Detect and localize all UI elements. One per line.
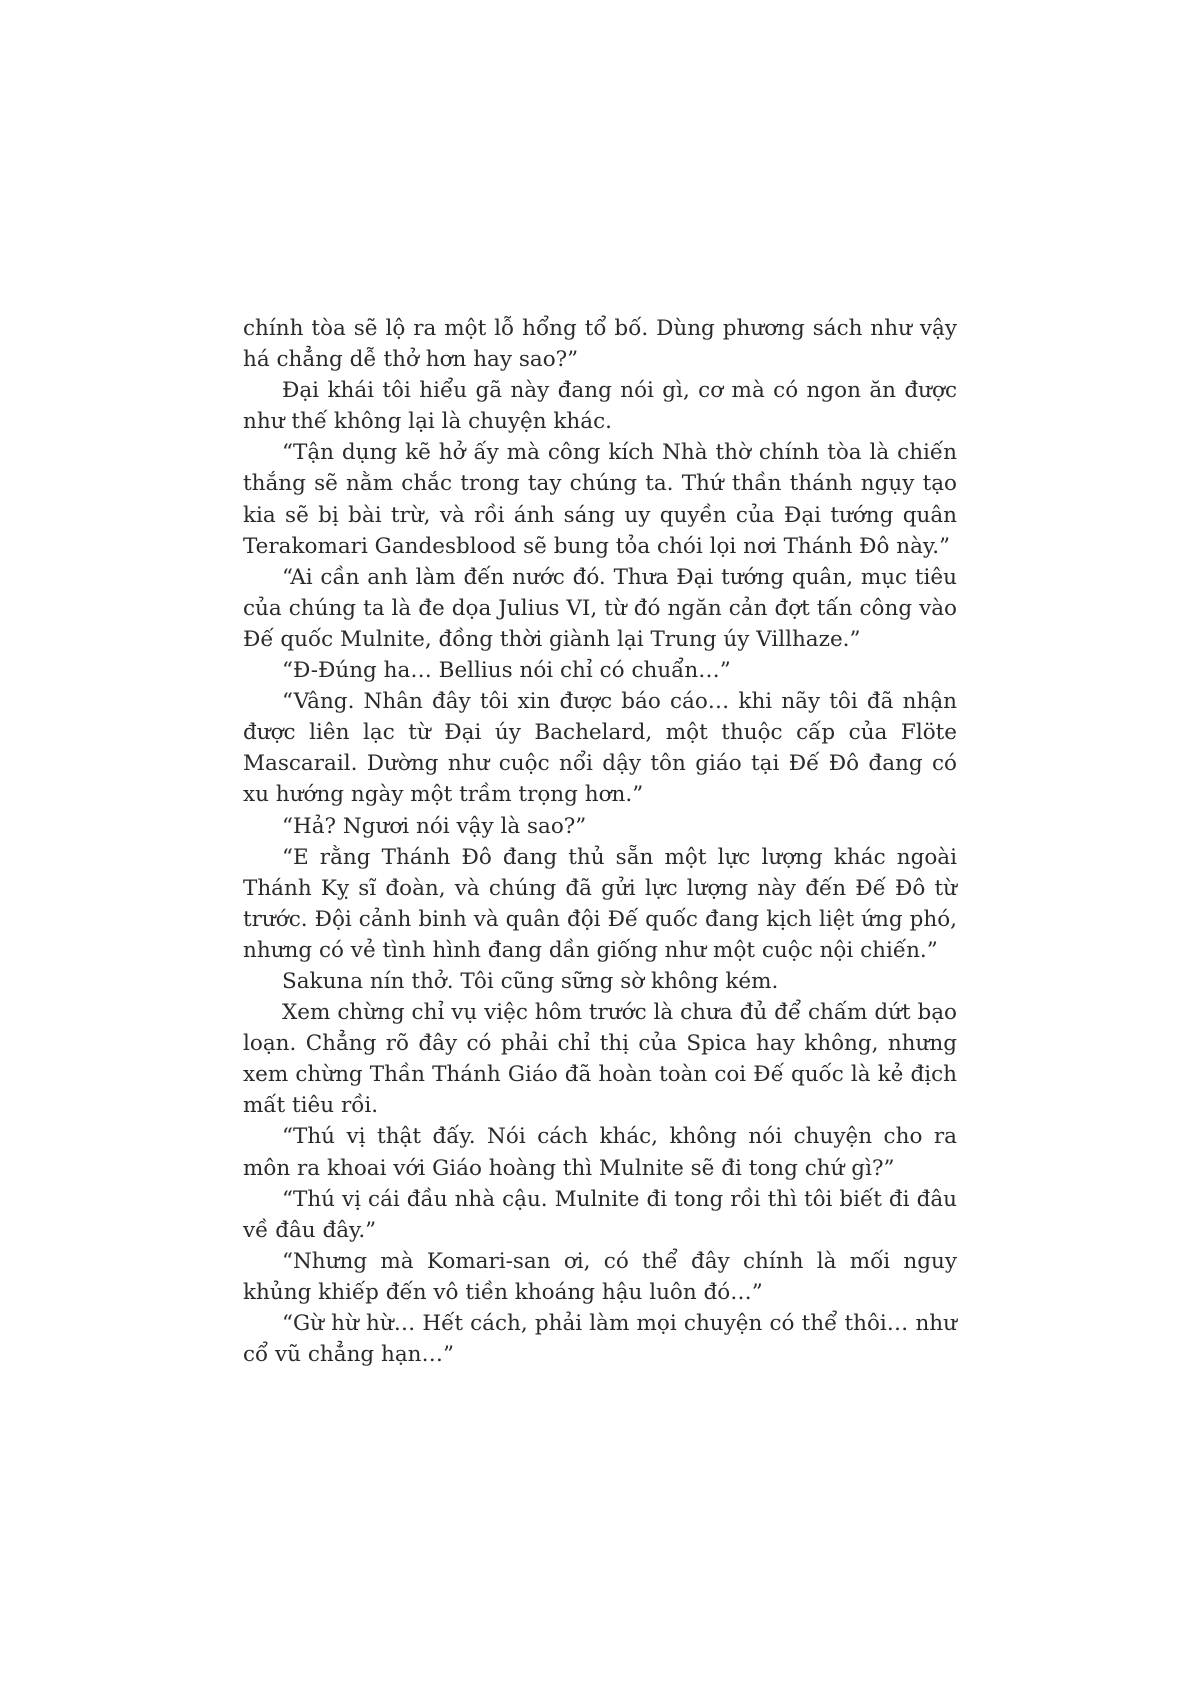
paragraph-5: “Đ-Đúng ha… Bellius nói chỉ có chuẩn…”	[282, 658, 731, 684]
paragraph-10: Xem chừng chỉ vụ việc hôm trước là chưa đủ để chấm dứt bạo loạn. Chẳng rõ đây có phải chỉ thị của Spica hay không, nhưng xem chừng Thần Thánh Giáo đã hoàn toàn coi Đế quốc là kẻ địch mất tiêu rồi.	[243, 1000, 957, 1119]
paragraph-1: chính tòa sẽ lộ ra một lỗ hổng tổ bố. Dùng phương sách như vậy há chẳng dễ thở hơn hay sao?”	[243, 316, 957, 373]
paragraph-2: Đại khái tôi hiểu gã này đang nói gì, cơ mà có ngon ăn được như thế không lại là chuyện khác.	[243, 378, 957, 435]
paragraph-9: Sakuna nín thở. Tôi cũng sững sờ không kém.	[282, 968, 779, 994]
body-text	[243, 313, 957, 1370]
paragraph-12: “Thú vị cái đầu nhà cậu. Mulnite đi tong rồi thì tôi biết đi đâu về đâu đây.”	[243, 1186, 957, 1243]
paragraph-11: “Thú vị thật đấy. Nói cách khác, không nói chuyện cho ra môn ra khoai với Giáo hoàng thì Mulnite sẽ đi tong chứ gì?”	[243, 1124, 957, 1181]
paragraph-4: “Ai cần anh làm đến nước đó. Thưa Đại tướng quân, mục tiêu của chúng ta là đe dọa Julius VI, từ đó ngăn cản đợt tấn công vào Đế quốc Mulnite, đồng thời giành lại Trung úy Villhaze.”	[243, 564, 957, 652]
paragraph-7: “Hả? Ngươi nói vậy là sao?”	[282, 813, 587, 839]
paragraph-13: “Nhưng mà Komari-san ơi, có thể đây chính là mối nguy khủng khiếp đến vô tiền khoáng hậu luôn đó…”	[243, 1248, 957, 1305]
paragraph-14: “Gừ hừ hừ… Hết cách, phải làm mọi chuyện có thể thôi… như cổ vũ chẳng hạn…”	[243, 1311, 957, 1368]
paragraph-6: “Vâng. Nhân đây tôi xin được báo cáo… khi nãy tôi đã nhận được liên lạc từ Đại úy Bachelard, một thuộc cấp của Flöte Mascarail. Dường như cuộc nổi dậy tôn giáo tại Đế Đô đang có xu hướng ngày một trầm trọng hơn.”	[243, 689, 957, 808]
paragraph-3: “Tận dụng kẽ hở ấy mà công kích Nhà thờ chính tòa là chiến thắng sẽ nằm chắc trong tay chúng ta. Thứ thần thánh ngụy tạo kia sẽ bị bài trừ, và rồi ánh sáng uy quyền của Đại tướng quân Terakomari Gandesblood sẽ bung tỏa chói lọi nơi Thánh Đô này.”	[243, 440, 957, 559]
paragraph-8: “E rằng Thánh Đô đang thủ sẵn một lực lượng khác ngoài Thánh Kỵ sĩ đoàn, và chúng đã gửi lực lượng này đến Đế Đô từ trước. Đội cảnh binh và quân đội Đế quốc đang kịch liệt ứng phó, nhưng có vẻ tình hình đang dần giống như một cuộc nội chiến.”	[243, 844, 957, 963]
